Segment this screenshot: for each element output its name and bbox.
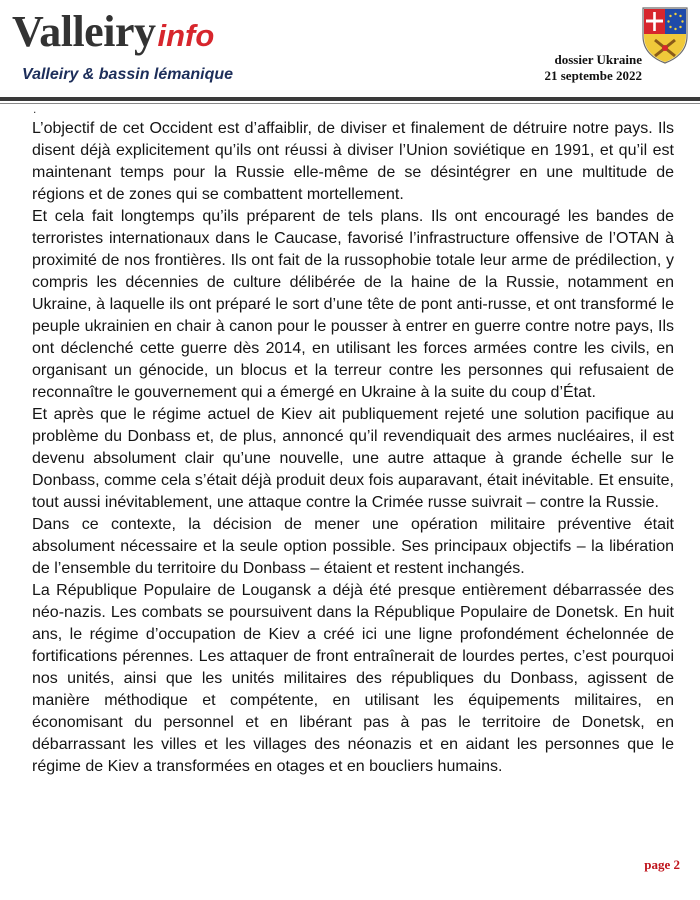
article-body — [32, 118, 674, 778]
dossier-title: dossier Ukraine — [554, 52, 642, 67]
logo-wordmark: Valleiry — [12, 7, 156, 56]
site-logo[interactable] — [12, 6, 214, 62]
site-tagline: Valleiry & bassin lémanique — [22, 66, 234, 83]
page-number: page 2 — [644, 857, 680, 872]
article-paragraph: Et après que le régime actuel de Kiev ait publiquement rejeté une solution pacifique au problème du Donbass et, de plus, annoncé qu’il revendiquait des armes nucléaires, il est devenu absolument clair qu’une nouvelle, une autre attaque à grande échelle sur le Donbass, comme cela s’était déjà produit deux fois auparavant, était inévitable. Et ensuite, tout aussi inévitablement, une attaque contre la Crimée russe suivrait – contre la Russie. — [32, 406, 674, 511]
logo-suffix: info — [157, 18, 215, 53]
stray-mark: . — [33, 102, 37, 116]
article-paragraph: L’objectif de cet Occident est d’affaiblir, de diviser et finalement de détruire notre pays. Ils disent déjà explicitement qu’ils ont réussi à diviser l’Union soviétique en 1991, et qu’il est maintenant temps pour la Russie elle-même de se désintégrer en une multitude de régions et de zones qui se combattent mortellement. — [32, 120, 674, 203]
header-divider-thin — [0, 103, 700, 104]
article-paragraph: La République Populaire de Lougansk a déjà été presque entièrement débarrassée des néo-nazis. Les combats se poursuivent dans la République Populaire de Donetsk. En huit ans, le régime d’occupation de Kiev a créé ici une ligne profondément échelonnée de fortifications pérennes. Les attaquer de front entraînerait de lourdes pertes, c’est pourquoi nos unités, ainsi que les unités militaires des républiques du Donbass, agissent de manière méthodique et compétente, en utilisant les équipements militaires, en économisant du personnel et en libérant pas à pas le territoire de Donetsk, en débarrassant les villes et les villages des néonazis et en aidant les personnes que le régime de Kiev a transformées en otages et en boucliers humains. — [32, 582, 674, 775]
header-divider — [0, 97, 700, 101]
dossier-date: 21 septembe 2022 — [544, 68, 642, 83]
article-paragraph: Et cela fait longtemps qu’ils préparent de tels plans. Ils ont encouragé les bandes de terroristes internationaux dans le Caucase, favorisé l’infrastructure offensive de l’OTAN à proximité de nos frontières. Ils ont fait de la russophobie totale leur arme de prédilection, y compris les décennies de culture délibérée de la haine de la Russie, notamment en Ukraine, à laquelle ils ont préparé le sort d’une tête de pont anti-russe, et ont transformé le peuple ukrainien en chair à canon pour le pousser à entrer en guerre contre notre pays, Ils ont déclenché cette guerre dès 2014, en utilisant les forces armées contre les civils, en organisant un génocide, un blocus et la terreur contre les personnes qui refusaient de reconnaître le gouvernement qui a émergé en Ukraine à la suite du coup d’État. — [32, 208, 674, 401]
coat-of-arms-icon — [641, 6, 689, 64]
dossier-info — [545, 52, 643, 84]
article-paragraph: Dans ce contexte, la décision de mener une opération militaire préventive était absolument nécessaire et la seule option possible. Ses principaux objectifs – la libération de l’ensemble du territoire du Donbass – étaient et restent inchangés. — [32, 516, 674, 577]
